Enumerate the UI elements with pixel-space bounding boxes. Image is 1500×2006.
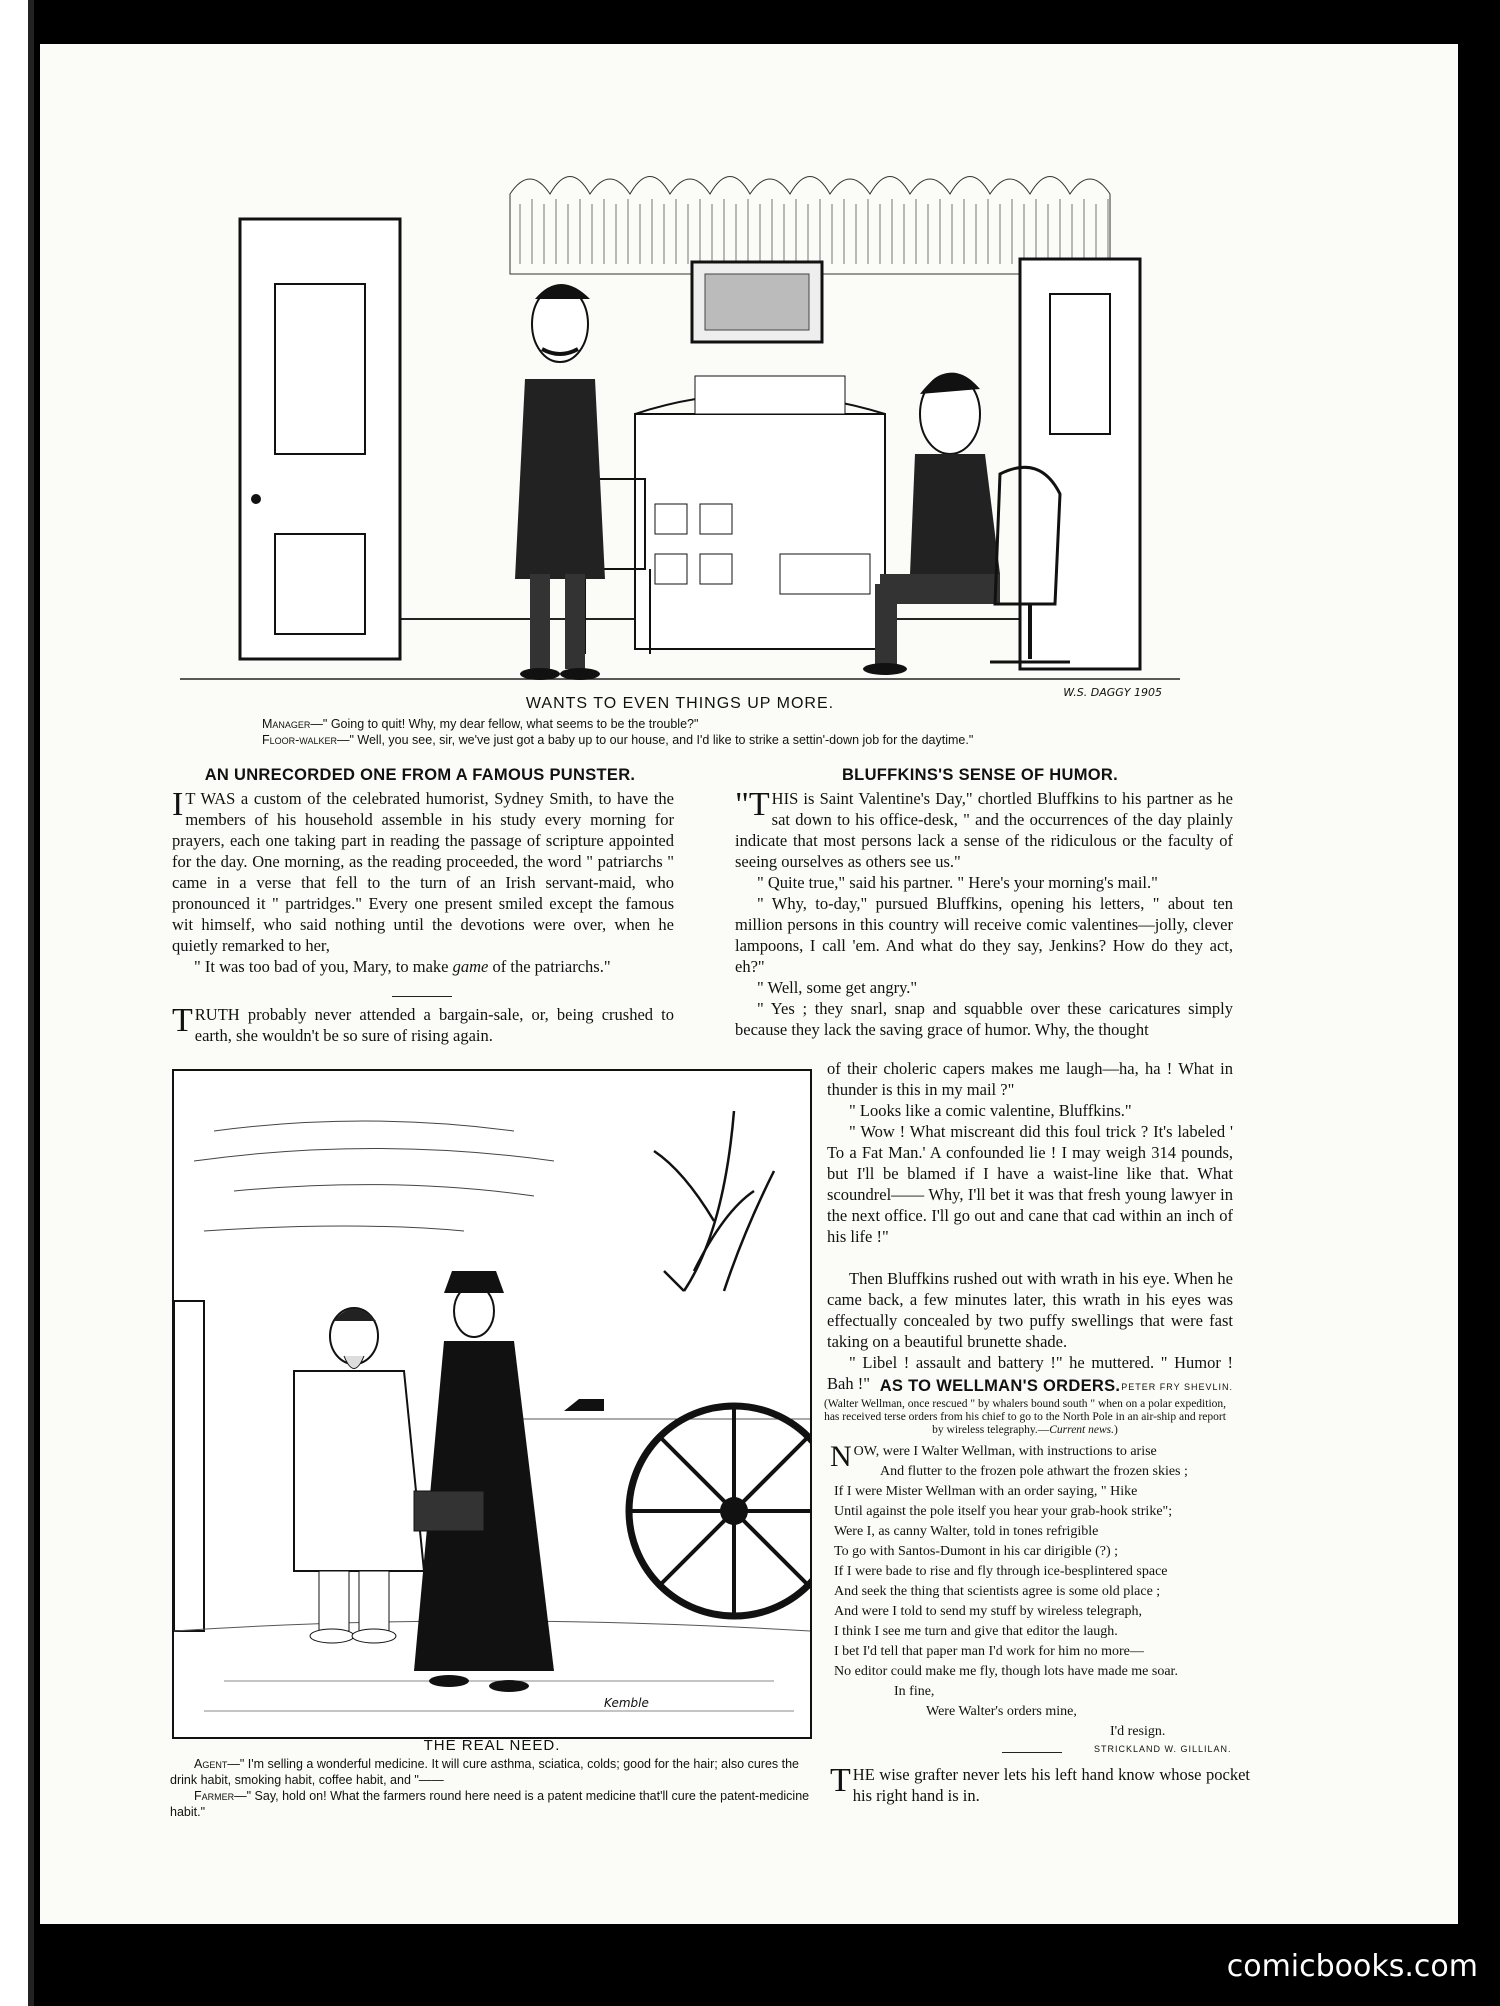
bluffkins-paragraph-4: " Well, some get angry." [757, 978, 918, 997]
poem-line: And were I told to send my stuff by wireless telegraph, [834, 1604, 1143, 1619]
bluffkins-paragraph-5a: " Yes ; they snarl, snap and squabble over these caricatures simply because they lack the saving grace of humor. Why, the thought [735, 999, 1233, 1039]
poem-line: If I were bade to rise and fly through ice-besplintered space [834, 1564, 1168, 1579]
divider-rule-2 [1002, 1752, 1062, 1753]
poem-line: To go with Santos-Dumont in his car dirigible (?) ; [834, 1544, 1119, 1559]
bottom-cartoon-illustration [172, 1069, 812, 1739]
divider-rule [392, 996, 452, 997]
truth-paragraph: TRUTH probably never attended a bargain-sale, or, being crushed to earth, she wouldn't be so sure of rising again. [172, 1002, 674, 1045]
top-cartoon-dialogue [262, 716, 1182, 748]
wellman-editor-note: (Walter Wellman, once rescued " by whalers bound south " when on a polar expedition, has received terse orders from his chief to go to the North Pole in an air-ship and report by wireless telegraphy.—Current news.) [823, 1398, 1227, 1436]
poem-line: NOW, were I Walter Wellman, with instructions to arise [830, 1440, 1157, 1473]
bottom-cartoon-title: THE REAL NEED. [423, 1737, 561, 1754]
grafter-paragraph: THE wise grafter never lets his left hand know whose pocket his right hand is in. [830, 1762, 1250, 1805]
poem-line: If I were Mister Wellman with an order saying, " Hike [834, 1484, 1138, 1499]
bluffkins-paragraph-5b: of their choleric capers makes me laugh—ha, ha ! What in thunder is this in my mail ?" [827, 1059, 1233, 1099]
bluffkins-author: PETER FRY SHEVLIN. [1121, 1382, 1233, 1392]
wellman-author: STRICKLAND W. GILLILAN. [1094, 1744, 1232, 1754]
wellman-heading: AS TO WELLMAN'S ORDERS. [879, 1377, 1121, 1395]
poem-line: And seek the thing that scientists agree is some old place ; [834, 1584, 1161, 1599]
punster-paragraph-1: I T WAS a custom of the celebrated humorist, Sydney Smith, to have the members of his household assemble in his study every morning for prayers, each one taking part in reading the passage of scripture appointed for the day. One morning, as the reading proceeded, the word " patriarchs " came in a verse that fell to the turn of an Irish servant-maid, who pronounced it " partridges." Every one present smiled except the famous wit himself, who said nothing until the devotions were over, when he quietly remarked to her, [172, 786, 674, 955]
punster-heading: AN UNRECORDED ONE FROM A FAMOUS PUNSTER. [204, 766, 636, 784]
artist-signature: W.S. DAGGY 1905 [1063, 686, 1162, 699]
magazine-page [40, 44, 1458, 1924]
office-scene-drawing [180, 114, 1180, 722]
poem-line: And flutter to the frozen pole athwart the frozen skies ; [880, 1464, 1188, 1479]
bluffkins-paragraph-7: " Wow ! What miscreant did this foul trick ? It's labeled ' To a Fat Man.' A confounded lie ! I may weigh 314 pounds, but I'll be blamed if I have a waist-line like that. What scoundrel—— Why, I'll bet it was that fresh young lawyer in the next office. I'll go out and cane that cad within an inch of his life !" [827, 1122, 1233, 1246]
bluffkins-paragraph-1: "THIS is Saint Valentine's Day," chortled Bluffkins to his partner as he sat down to his office-desk, " and the occurrences of the day plainly indicate that most persons lack a sense of the ridiculous or the faculty of seeing ourselves as others see us." [735, 786, 1233, 871]
watermark: comicbooks.com [1226, 1949, 1478, 1984]
poem-line: I'd resign. [1110, 1724, 1166, 1739]
dialogue-line-manager: Manager—" Going to quit! Why, my dear fellow, what seems to be the trouble?" [262, 717, 699, 731]
top-cartoon-illustration [180, 114, 1180, 722]
bluffkins-paragraph-9: " Libel ! assault and battery !" he muttered. " Humor ! Bah !" PETER FRY SHEVLIN. [827, 1352, 1233, 1394]
poem-line: I bet I'd tell that paper man I'd work for him no more— [834, 1644, 1144, 1659]
poem-line: I think I see me turn and give that editor the laugh. [834, 1624, 1118, 1639]
punster-paragraph-2: " It was too bad of you, Mary, to make game of the patriarchs." [194, 957, 611, 976]
top-cartoon-title: WANTS TO EVEN THINGS UP MORE. [525, 695, 835, 712]
poem-line: Were I, as canny Walter, told in tones refrigible [834, 1524, 1099, 1539]
bluffkins-paragraph-3: " Why, to-day," pursued Bluffkins, opening his letters, " about ten million persons in this country will receive comic valentines—jolly, clever lampoons, I call 'em. And what do they say, Jenkins? How do they act, eh?" [735, 894, 1233, 976]
bottom-cartoon-dialogue [170, 1756, 814, 1820]
poem-line: Until against the pole itself you hear your grab-hook strike"; [834, 1504, 1173, 1519]
poem-line: In fine, [894, 1684, 935, 1699]
wellman-poem [830, 1442, 1250, 1756]
bluffkins-paragraph-2: " Quite true," said his partner. " Here's your morning's mail." [757, 873, 1158, 892]
dialogue-line-farmer: Farmer—" Say, hold on! What the farmers round here need is a patent medicine that'll cure the patent-medicine habit." [170, 1789, 810, 1819]
bluffkins-article-bottom [827, 1058, 1233, 1247]
poem-line: No editor could make me fly, though lots have made me soar. [834, 1664, 1178, 1679]
artist-signature-bottom: Kemble [604, 1696, 649, 1710]
dialogue-line-agent: Agent—" I'm selling a wonderful medicine. It will cure asthma, sciatica, colds; good for the hair; also cures the drink habit, smoking habit, coffee habit, and "—— [170, 1757, 800, 1787]
winter-road-drawing [174, 1071, 810, 1737]
poem-line: Were Walter's orders mine, [926, 1704, 1077, 1719]
bluffkins-heading: BLUFFKINS'S SENSE OF HUMOR. [841, 766, 1119, 784]
bluffkins-paragraph-6: " Looks like a comic valentine, Bluffkins." [849, 1101, 1132, 1120]
book-spine [0, 0, 34, 2006]
bluffkins-article-top [735, 788, 1233, 1040]
dialogue-line-floorwalker: Floor-walker—" Well, you see, sir, we've just got a baby up to our house, and I'd like to strike a settin'-down job for the daytime." [262, 733, 974, 747]
bluffkins-paragraph-8: Then Bluffkins rushed out with wrath in his eye. When he came back, a few minutes later, this wrath in his eyes was effectually concealed by two puffy swellings that were fast taking on a beautiful brunette shade. [827, 1269, 1233, 1351]
punster-article [172, 788, 674, 977]
